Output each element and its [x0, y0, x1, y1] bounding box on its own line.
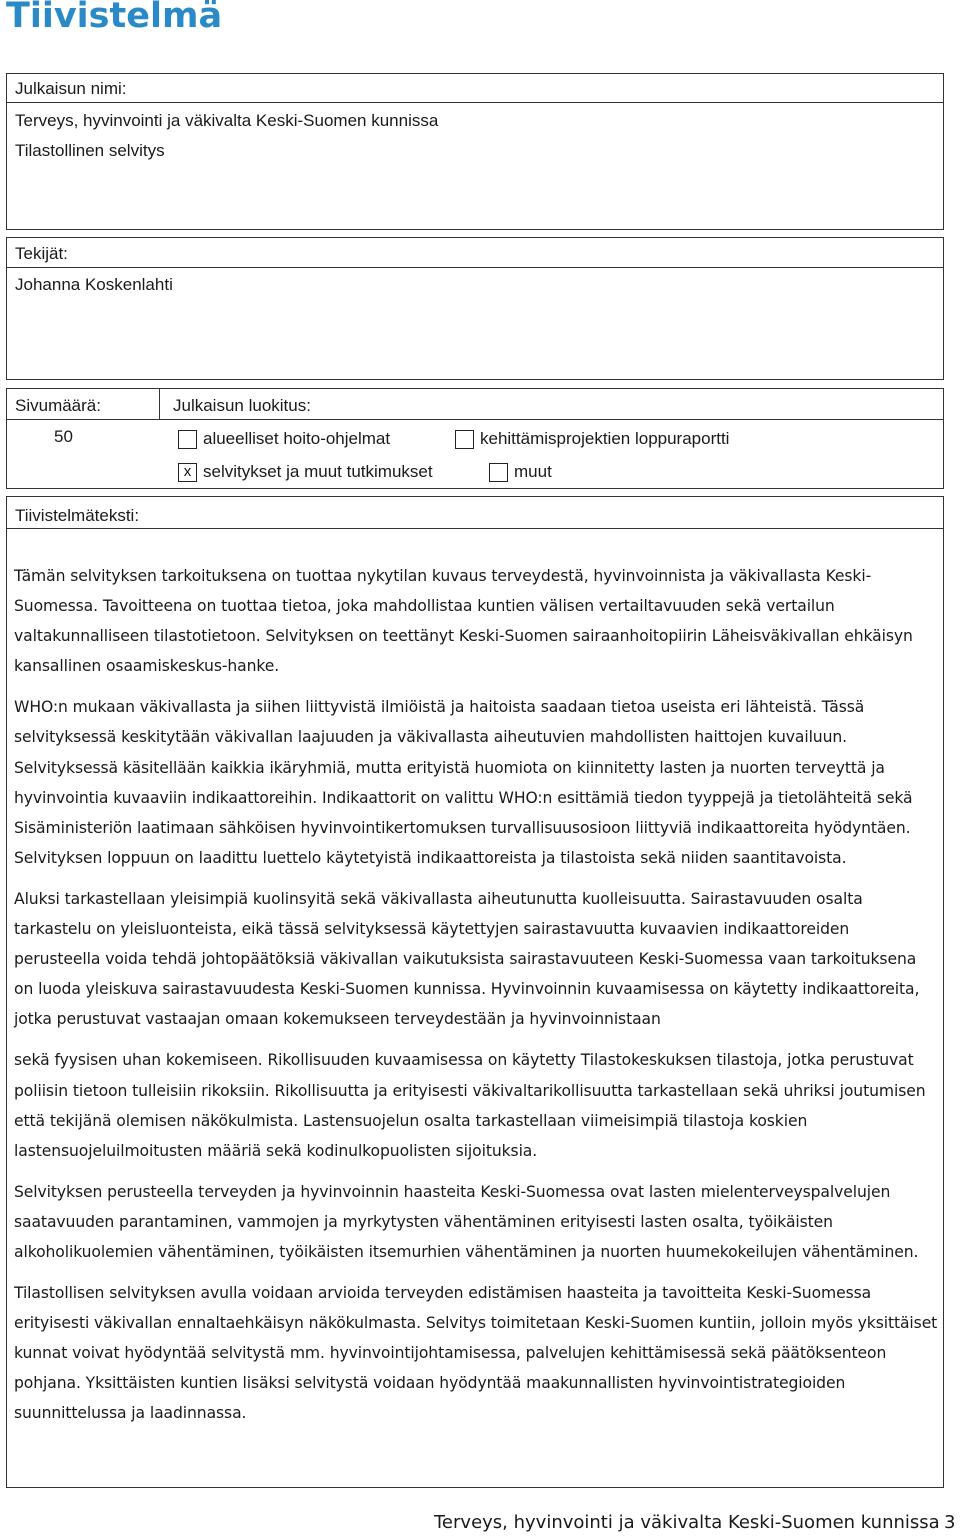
option-label: muut	[514, 462, 552, 481]
summary-label: Tiivistelmäteksti:	[15, 506, 140, 525]
option-development-project-reports[interactable]	[455, 429, 729, 449]
summary-paragraph: Selvityksen perusteella terveyden ja hyvinvoinnin haasteita Keski-Suomessa ovat lasten mielenterveyspalvelujen saatavuuden parantaminen, vammojen ja myrkytysten vähentäminen erityisesti lasten osalta, työikäisten alkoholikuolemien vähentäminen, työikäisten itsemurhien vähentäminen ja nuorten huumekokeilujen vähentäminen.	[14, 1182, 919, 1261]
authors-label: Tekijät:	[15, 244, 68, 263]
authors-value: Johanna Koskenlahti	[15, 275, 173, 294]
publication-name-label: Julkaisun nimi:	[15, 79, 127, 98]
summary-paragraph: Tämän selvityksen tarkoituksena on tuottaa nykytilan kuvaus terveydestä, hyvinvoinnista ja väkivallasta Keski-Suomessa. Tavoitteena on tuottaa tietoa, joka mahdollistaa kuntien välisen vertailtavuuden sekä vertailun valtakunnalliseen tilastotietoon. Selvityksen on teettänyt Keski-Suomen sairaanhoitopiirin Läheisväkivallan ehkäisyn kansallinen osaamiskeskus-hanke.	[14, 567, 913, 676]
details-box	[6, 388, 944, 489]
page-number: 3	[944, 1512, 956, 1533]
option-label: kehittämisprojektien loppuraportti	[480, 429, 730, 448]
classification-label: Julkaisun luokitus:	[173, 396, 311, 415]
summary-paragraph: Aluksi tarkastellaan yleisimpiä kuolinsyitä sekä väkivallasta aiheutunutta kuolleisuutta. Sairastavuuden osalta tarkastelu on yleisluonteista, eikä tässä selvityksessä käytettyjen sairastavuutta kuvaavien indikaattoreiden perusteella voida tehdä johtopäätöksiä väkivallan vaikutuksista sairastavuuteen Keski-Suomessa vaan tarkoituksena on luoda yleiskuva sairastavuudesta Keski-Suomen kunnissa. Hyvinvoinnin kuvaamisessa on käytetty indikaattoreita, jotka perustuvat vastaajan omaan kokemukseen terveydestään ja hyvinvoinnistaan	[14, 889, 920, 1029]
publication-name-line2: Tilastollinen selvitys	[15, 141, 165, 160]
summary-paragraph: Tilastollisen selvityksen avulla voidaan arvioida terveyden edistämisen haasteita ja tavoitteita Keski-Suomessa erityisesti väkivallan ennaltaehkäisyn näkökulmasta. Selvitys toimitetaan Keski-Suomen kuntiin, jolloin myös yksittäiset kunnat voivat hyödyntää selvitystä mm. hyvinvointijohtamisessa, palvelujen kehittämisessä sekä päätöksenteon pohjana. Yksittäisten kuntien lisäksi selvitystä voidaan hyödyntää maakunnallisten hyvinvointistrategioiden suunnittelussa ja laadinnassa.	[14, 1284, 938, 1423]
checkbox[interactable]	[489, 463, 508, 482]
option-studies-and-research[interactable]	[178, 462, 433, 482]
authors-box	[6, 237, 944, 380]
summary-text	[14, 561, 940, 1429]
publication-name-line1: Terveys, hyvinvointi ja väkivalta Keski-Suomen kunnissa	[15, 111, 439, 130]
checkbox[interactable]	[455, 430, 474, 449]
option-label: alueelliset hoito-ohjelmat	[203, 429, 391, 448]
footer-title: Terveys, hyvinvointi ja väkivalta Keski-Suomen kunnissa	[434, 1512, 940, 1533]
option-regional-care-programs[interactable]	[178, 429, 390, 449]
checkbox[interactable]	[178, 430, 197, 449]
page-title: Tiivistelmä	[6, 0, 223, 36]
pages-label: Sivumäärä:	[15, 396, 101, 415]
option-other[interactable]	[489, 462, 552, 482]
publication-name-box	[6, 73, 944, 230]
summary-paragraph: sekä fyysisen uhan kokemiseen. Rikollisuuden kuvaamisessa on käytetty Tilastokeskuksen tilastoja, jotka perustuvat poliisin tietoon tulleisiin rikoksiin. Rikollisuutta ja erityisesti väkivaltarikollisuutta tarkastellaan sekä uhriksi joutumisen että tekijänä olemisen näkökulmista. Lastensuojelun osalta tarkastellaan viimeisimpiä tilastoja koskien lastensuojeluilmoitusten määriä sekä kodinulkopuolisten sijoituksia.	[14, 1051, 926, 1160]
pages-value: 50	[54, 427, 73, 446]
option-label: selvitykset ja muut tutkimukset	[203, 462, 433, 481]
summary-paragraph: WHO:n mukaan väkivallasta ja siihen liittyvistä ilmiöistä ja haitoista saadaan tietoa useista eri lähteistä. Tässä selvityksessä keskitytään väkivallan laajuuden ja väkivallasta aiheutuvien mahdollisten haittojen kuvailuun. Selvityksessä käsitellään kaikkia ikäryhmiä, mutta erityistä huomiota on kiinnitetty lasten ja nuorten terveyttä ja hyvinvointia kuvaaviin indikaattoreihin. Indikaattorit on valittu WHO:n esittämiä tiedon tyyppejä ja tietolähteitä sekä Sisäministeriön laatimaan sähköisen hyvinvointikertomuksen turvallisuusosioon liittyviä indikaattoreita hyödyntäen. Selvityksen loppuun on laadittu luettelo käytetyistä indikaattoreista ja tilastoista sekä niiden saantitavoista.	[14, 698, 913, 867]
checkbox[interactable]: x	[178, 463, 197, 482]
